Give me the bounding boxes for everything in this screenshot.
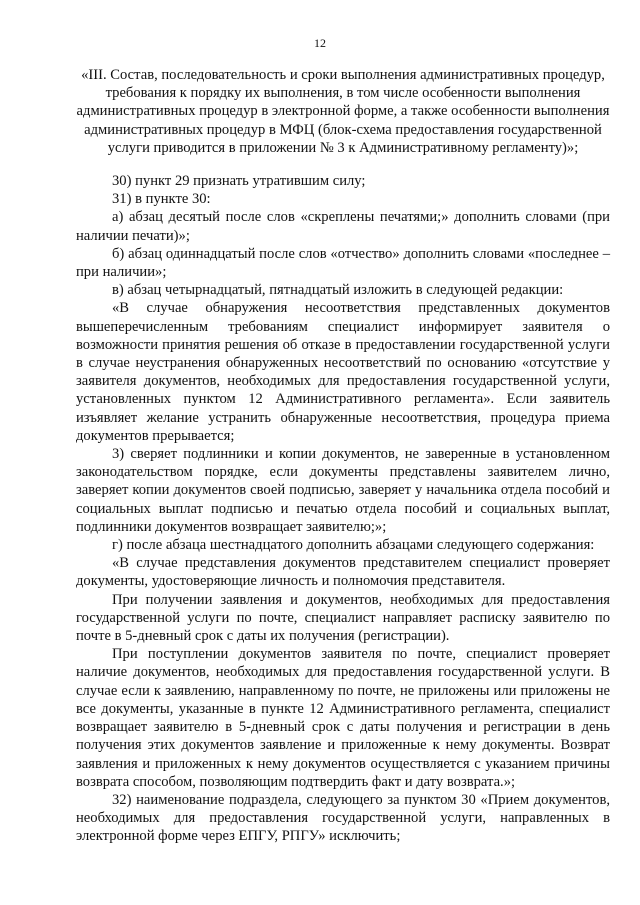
paragraph-item-32: 32) наименование подраздела, следующего за пунктом 30 «Прием документов, необходимых для предоставления государственной услуги, направленных в электронной форме через ЕПГУ, РПГУ» исключить; bbox=[76, 791, 610, 845]
body-text bbox=[76, 172, 610, 846]
paragraph-subitem-a: а) абзац десятый после слов «скреплены печатями;» дополнить словами (при наличии печати)»; bbox=[76, 209, 610, 244]
paragraph-item-30: 30) пункт 29 признать утратившим силу; bbox=[112, 173, 366, 189]
paragraph-subitem-g: г) после абзаца шестнадцатого дополнить абзацами следующего содержания: bbox=[112, 537, 595, 554]
paragraph-quote-mismatch: «В случае обнаружения несоответствия представленных документов вышеперечисленным требованиям специалист информирует заявителя о возможности принятия решения об отказе в предоставлении государственной услуги в случае неустранения обнаруженных несоответствий по основанию «отсутствие у заявителя документов, необходимых для предоставления государственной услуги, установленных пунктом 12 Административного регламента». Если заявитель изъявляет желание устранить обнаруженные несоответствия, процедура приема документов прерывается; bbox=[76, 300, 610, 444]
paragraph-subitem-v: в) абзац четырнадцатый, пятнадцатый изложить в следующей редакции: bbox=[112, 282, 564, 299]
paragraph-quote-mail-receipt: При получении заявления и документов, необходимых для предоставления государственной услуги по почте, специалист направляет расписку заявителю по почте в 5-дневный срок с даты их получения (регистрации). bbox=[76, 591, 610, 645]
paragraph-quote-representative: «В случае представления документов представителем специалист проверяет документы, удостоверяющие личность и полномочия представителя. bbox=[76, 555, 610, 590]
page-number: 12 bbox=[314, 36, 326, 50]
paragraph-item-31: 31) в пункте 30: bbox=[112, 191, 211, 208]
section-heading: «III. Состав, последовательность и сроки выполнения административных процедур, требования к порядку их выполнения, в том числе особенности выполнения административных процедур в электронной форме, а также особенности выполнения административных процедур в МФЦ (блок-схема предоставления государственной услуги приводится в приложении № 3 к Административному регламенту)»; bbox=[76, 67, 610, 156]
paragraph-quote-verify: 3) сверяет подлинники и копии документов, не заверенные в установленном законодательством порядке, если документы представлены заявителем лично, заверяет копии документов своей подписью, заверяет у начальника отдела пособий и социальных выплат подписью и печатью отдела пособий и социальных выплат, подлинники документов возвращает заявителю;»; bbox=[76, 446, 610, 535]
paragraph-subitem-b: б) абзац одиннадцатый после слов «отчество» дополнить словами «последнее – при наличии»; bbox=[76, 245, 610, 281]
paragraph-quote-mail-return: При поступлении документов заявителя по почте, специалист проверяет наличие документов, необходимых для предоставления государственной услуги. В случае если к заявлению, направленному по почте, не приложены или приложены не все документы, указанные в пункте 12 Административного регламента, специалист возвращает заявителю в 5-дневный срок с даты получения и регистрации в день получения этих документов заявление и приложенные к нему документы. Возврат заявления и приложенных к нему документов осуществляется с указанием причины возврата способом, позволяющим подтвердить факт и дату возврата.»; bbox=[76, 646, 610, 790]
